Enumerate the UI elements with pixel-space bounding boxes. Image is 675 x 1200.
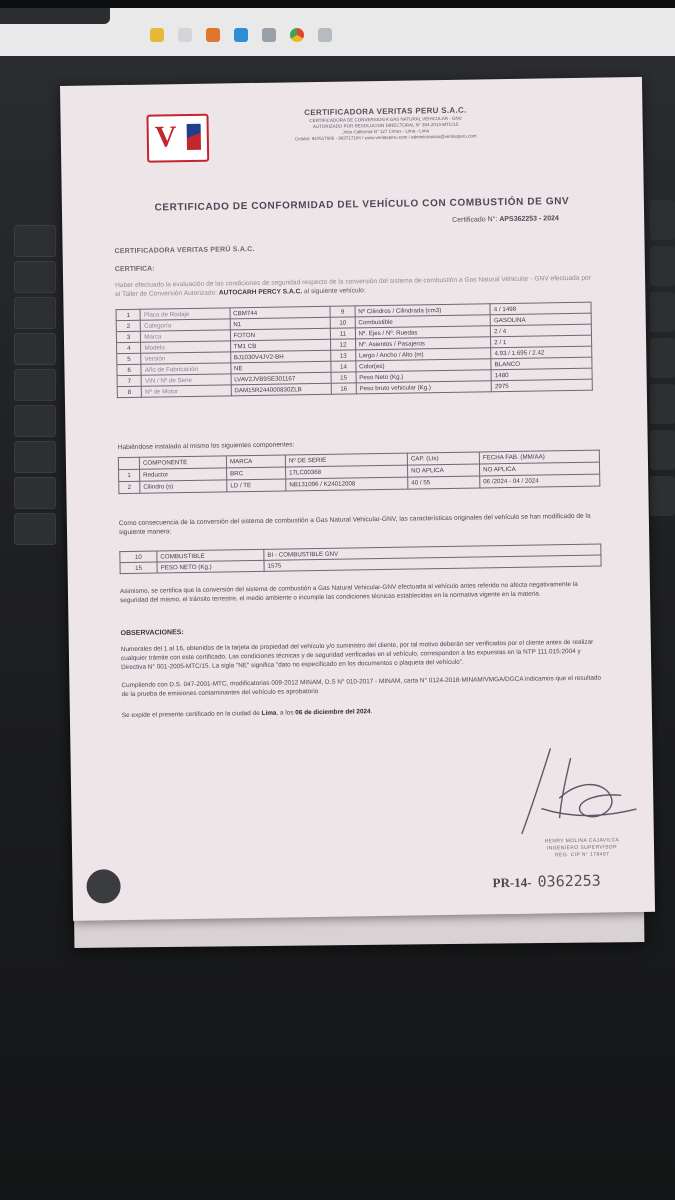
window-tab — [0, 8, 110, 24]
component-cell-serial: 17LC00368 — [286, 465, 408, 479]
vehicle-cell-label2: Combustible — [355, 315, 491, 328]
vehicle-cell-label2: Color(es) — [355, 359, 491, 372]
chrome-icon[interactable] — [290, 28, 304, 42]
certifica-label: CERTIFICA: — [114, 265, 155, 274]
col-header: Nº DE SERIE — [285, 453, 407, 467]
vehicle-cell-value2: 2 / 4 — [491, 324, 592, 337]
app-icon[interactable] — [178, 28, 192, 42]
modified-cell-label: PESO NETO (Kg.) — [157, 560, 264, 573]
component-cell-serial: NB131096 / K24012008 — [286, 477, 408, 491]
certificate-number-value: APS362253 - 2024 — [499, 215, 559, 224]
letterhead-line: AUTORIZADO POR RESOLUCION DIRECTORAL N° 394-2014-MTC/15 — [312, 121, 459, 130]
vehicle-cell-n2: 15 — [331, 372, 355, 383]
letterhead-line: CERTIFICADORA DE CONVERSION A GAS NATURAL VEHICULAR - GNV — [309, 115, 462, 124]
company-name: CERTIFICADORA VERITAS PERÚ S.A.C. — [114, 245, 255, 256]
vehicle-cell-value: NE — [230, 361, 331, 374]
letterhead — [220, 104, 550, 143]
vehicle-cell-value2: 4 / 1498 — [490, 302, 591, 315]
component-cell-cap: NO APLICA — [407, 464, 479, 477]
vehicle-cell-value: FOTON — [230, 328, 331, 341]
vehicle-cell-n2: 10 — [330, 317, 354, 328]
vehicle-cell-n: 5 — [117, 353, 141, 364]
intro-text: Haber efectuado la evaluación de las condiciones de seguridad respecto de la conversión del sistema de combustión a Gas Natural Vehicular - GNV efectuada por el Taller de Conversión Autorizado: — [115, 274, 591, 299]
expide-city: Lima — [261, 709, 277, 717]
modified-cell-value: BI - COMBUSTIBLE GNV — [264, 544, 601, 560]
certificate-number — [452, 214, 559, 225]
modified-cell-n: 10 — [120, 551, 157, 563]
vehicle-cell-label: Año de Fabricación — [141, 363, 230, 375]
col-header: FECHA FAB. (MM/AA) — [479, 450, 599, 464]
vehicle-cell-value2: 1480 — [491, 368, 592, 381]
vehicle-cell-n2: 9 — [330, 306, 354, 317]
component-cell-n: 1 — [119, 469, 140, 481]
keyboard-right — [650, 200, 675, 540]
document-title: CERTIFICADO DE CONFORMIDAD DEL VEHÍCULO CON COMBUSTIÓN DE GNV — [154, 196, 570, 214]
vehicle-cell-n2: 14 — [331, 361, 355, 372]
component-cell-date: NO APLICA — [479, 462, 599, 476]
vehicle-cell-n: 3 — [116, 331, 140, 342]
vehicle-cell-label: VIN / Nº de Serie — [141, 374, 230, 386]
component-cell-cap: 40 / 55 — [408, 476, 480, 489]
component-cell-date: 06 /2024 - 04 / 2024 — [480, 474, 600, 488]
vehicle-cell-value: N1 — [230, 317, 331, 330]
edge-icon[interactable] — [234, 28, 248, 42]
expide-line — [122, 703, 608, 720]
monitor-taskbar — [0, 8, 675, 56]
component-cell-brand: BRC — [227, 467, 286, 480]
vehicle-cell-n2: 13 — [331, 350, 355, 361]
vehicle-cell-label2: Nº. Ejes / Nº. Ruedas — [355, 326, 491, 339]
vehicle-cell-value: LVAV2JVB9SE301167 — [231, 372, 332, 385]
vehicle-cell-label: Placa de Rodaje — [140, 308, 229, 320]
expide-end: . — [370, 708, 373, 716]
modified-table — [119, 544, 601, 575]
vehicle-cell-label2: Peso Neto (Kg.) — [356, 370, 492, 383]
vehicle-cell-label: Categoría — [141, 319, 230, 331]
col-header: MARCA — [226, 455, 285, 468]
vehicle-cell-value: DAM15R244000830ZLB — [231, 383, 332, 396]
observaciones-title: OBSERVACIONES: — [120, 629, 184, 638]
signatory-reg: REG. CIP N° 178497 — [555, 851, 610, 859]
signatory-block — [522, 837, 642, 860]
serial-number — [492, 871, 601, 891]
keyboard-left — [14, 225, 58, 565]
company-logo: V — [146, 114, 209, 163]
vehicle-cell-value2: GASOLINA — [490, 313, 591, 326]
modified-cell-n: 15 — [120, 562, 157, 574]
modified-cell-value: 1575 — [264, 555, 601, 571]
modified-cell-label: COMBUSTIBLE — [157, 549, 264, 562]
vehicle-cell-value: BJ1030V4JV2-BH — [230, 350, 331, 363]
vehicle-cell-label2: Nº. Asientos / Pasajeros — [355, 337, 491, 350]
vehicle-cell-value2: BLANCO — [491, 357, 592, 370]
vehicle-cell-n2: 12 — [331, 339, 355, 350]
modified-intro: Como consecuencia de la conversión del sistema de combustión a Gas Natural Vehicular-GNV, las características originales del vehículo se han modificado de la siguiente manera: — [118, 512, 591, 537]
components-intro: Habiéndose instalado al mismo los siguientes componentes: — [117, 441, 295, 452]
component-cell-component: Reductor — [140, 468, 227, 481]
observaciones-paragraph: Numerales del 1 al 16, obtenidos de la tarjeta de propiedad del vehículo y/o suministro del cliente, por tal motivo deberán ser verificados por el cliente antes de realizar cualquier trámite con este certificado. Las condiciones técnicas y de seguridad verificadas en el vehículo, corresponden a las expuestas en la NTP 111.015:2004 y Directiva N° 001-2005-MTC/15. La sigla "NE" significa "dato no especificado en los documentos o plaqueta del vehículo". — [120, 638, 594, 672]
serial-value: 0362253 — [537, 871, 601, 891]
vehicle-cell-n: 4 — [117, 342, 141, 353]
vehicle-cell-n2: 11 — [331, 328, 355, 339]
certificate-paper — [60, 77, 655, 921]
col-header: CAP. (Lts) — [407, 452, 479, 465]
vehicle-cell-value2: 2975 — [491, 379, 592, 392]
serial-prefix: PR-14- — [492, 874, 532, 891]
vehicle-cell-value: CBM744 — [230, 306, 331, 319]
vehicle-cell-value: TM1 CB — [230, 339, 331, 352]
vehicle-cell-label: Versión — [141, 352, 230, 364]
signature — [510, 737, 642, 839]
vehicle-cell-n: 7 — [117, 375, 141, 386]
letterhead-company: CERTIFICADORA VERITAS PERU S.A.C. — [304, 105, 467, 118]
gift-icon[interactable] — [206, 28, 220, 42]
expide-date: 06 de diciembre del 2024 — [295, 708, 371, 717]
vehicle-cell-value2: 2 / 1 — [491, 335, 592, 348]
cumpliendo-paragraph: Cumpliendo con D.S. 047-2001-MTC, modificatorias 009-2012 MINAM, D.S N° 010-2017 - MINAM, carta N° 0124-2018-MINAM/VMGA/DGCA indicamos que el resultado de la prueba de emisiones contaminantes del vehículo es aprobatorio — [121, 674, 602, 699]
settings-icon[interactable] — [262, 28, 276, 42]
vehicle-cell-label2: Peso bruto vehicular (Kg.) — [356, 381, 492, 394]
vehicle-cell-n: 1 — [116, 309, 140, 320]
vehicle-cell-n2: 16 — [332, 383, 356, 394]
vehicle-cell-label2: Nº Cilindros / Cilindrada (cm3) — [355, 304, 491, 317]
vehicle-cell-n: 2 — [116, 320, 140, 331]
component-cell-n: 2 — [119, 481, 140, 493]
vehicle-cell-label: Nº de Motor — [142, 385, 231, 397]
component-cell-component: Cilindro (s) — [140, 480, 227, 493]
folder-icon[interactable] — [150, 28, 164, 42]
component-cell-brand: LD / TE — [227, 479, 286, 492]
expide-text: Se expide el presente certificado en la ciudad de — [121, 709, 260, 720]
punch-hole — [86, 869, 121, 904]
letterhead-line: Celular: 947617086 - 983717184 / www.veritasperu.com / administracion@veritasperu.com — [294, 133, 477, 142]
intro-text-end: al siguiente vehículo: — [303, 287, 366, 296]
signatory-role: INGENIERO SUPERVISOR — [546, 844, 618, 852]
vehicle-cell-label2: Largo / Ancho / Alto (m) — [355, 348, 491, 361]
signatory-name: HENRY MOLINA CAJAVILCA — [544, 837, 620, 845]
taskbar-icons — [150, 28, 332, 42]
vehicle-cell-label: Marca — [141, 330, 230, 342]
certificate-number-label: Certificado N°: — [452, 216, 498, 224]
letterhead-line: Jirón California N° 127 Cimex - Lima - Lima — [342, 128, 430, 135]
asimismo-paragraph: Asimismo, se certifica que la conversión del sistema de combustión a Gas Natural Vehicular-GNV efectuada al vehículo antes referido no afecta negativamente la seguridad del mismo, el tránsito terrestre, el medio ambiente o incumple las condiciones técnicas establecidas en la normativa vigente en la materia. — [119, 580, 578, 605]
vehicle-cell-label: Modelo — [141, 341, 230, 353]
taller-name: AUTOCARH PERCY S.A.C. — [218, 288, 303, 297]
app2-icon[interactable] — [318, 28, 332, 42]
expide-text2: , a los — [276, 709, 294, 717]
col-header: COMPONENTE — [139, 456, 226, 469]
vehicle-table — [116, 302, 593, 398]
components-table — [118, 450, 601, 495]
intro-paragraph — [115, 274, 595, 300]
vehicle-cell-n: 8 — [117, 386, 141, 397]
vehicle-cell-n: 6 — [117, 364, 141, 375]
vehicle-cell-value2: 4.93 / 1.695 / 2.42 — [491, 346, 592, 359]
